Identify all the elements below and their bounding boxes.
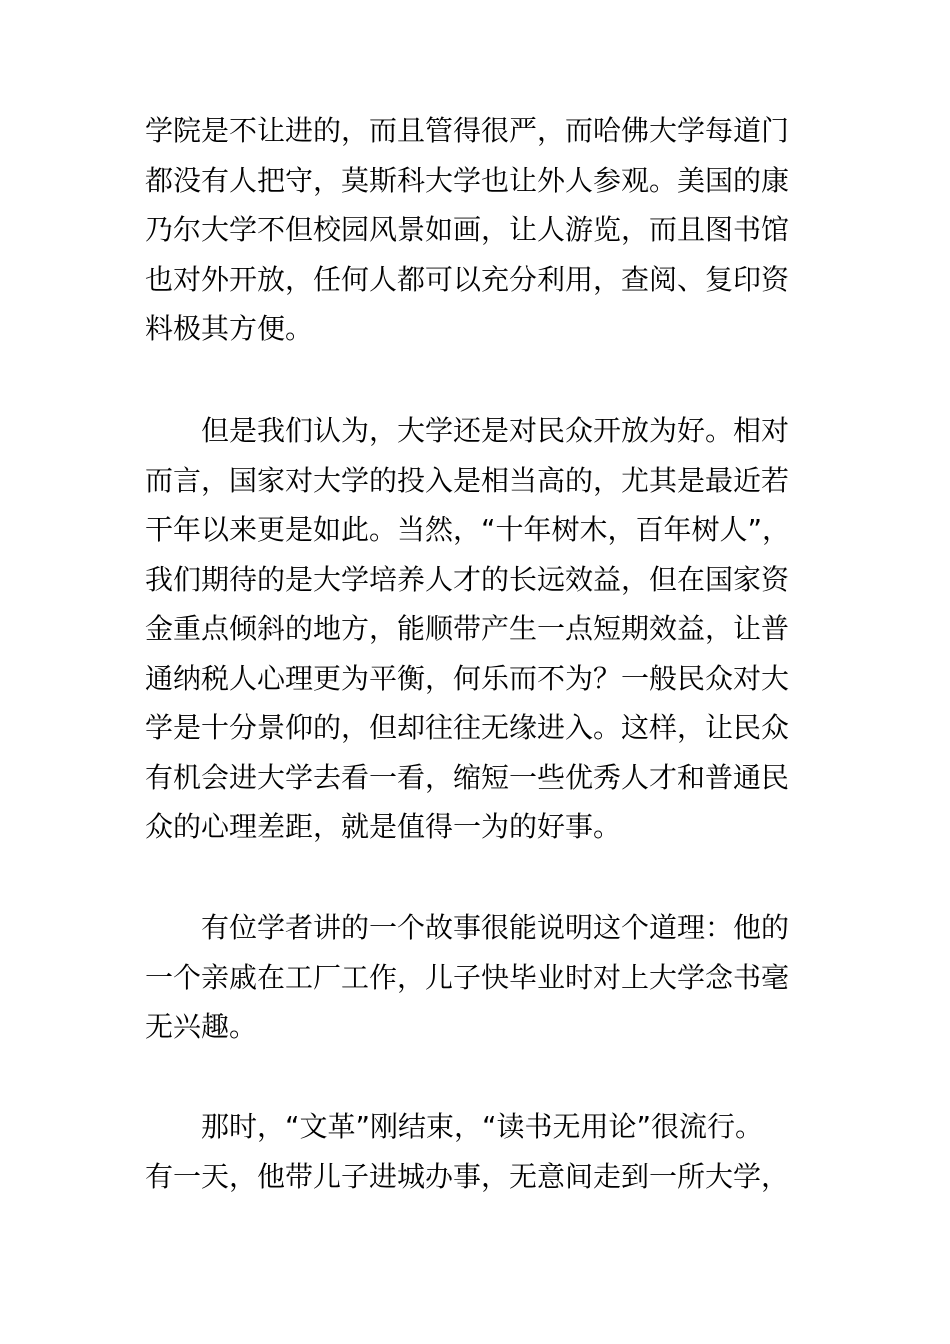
paragraph-1: 学院是不让进的，而且管得很严，而哈佛大学每道门 都没有人把守，莫斯科大学也让外人参观。美国的康 乃尔大学不但校园风景如画，让人游览，而且图书馆 也对外开放，任何人都可以充分利用，查阅、复印资 料极其方便。 — [145, 114, 790, 345]
paragraph-4: 那时，“文革”刚结束，“读书无用论”很流行。 有一天，他带儿子进城办事，无意间走到一所大学， — [145, 1110, 790, 1193]
paragraph-2: 但是我们认为，大学还是对民众开放为好。相对 而言，国家对大学的投入是相当高的，尤其是最近若 干年以来更是如此。当然，“十年树木，百年树人”， 我们期待的是大学培养人才的长远效益，但在国家资 金重点倾斜的地方，能顺带产生一点短期效益，让普 通纳税人心理更为平衡，何乐而不为？一般民众对大 学是十分景仰的，但却往往无缘进入。这样，让民众 有机会进大学去看一看，缩短一些优秀人才和普通民 众的心理差距，就是值得一为的好事。 — [145, 414, 791, 843]
paragraph-3: 有位学者讲的一个故事很能说明这个道理：他的 一个亲戚在工厂工作，儿子快毕业时对上大学念书毫 无兴趣。 — [145, 911, 790, 1043]
